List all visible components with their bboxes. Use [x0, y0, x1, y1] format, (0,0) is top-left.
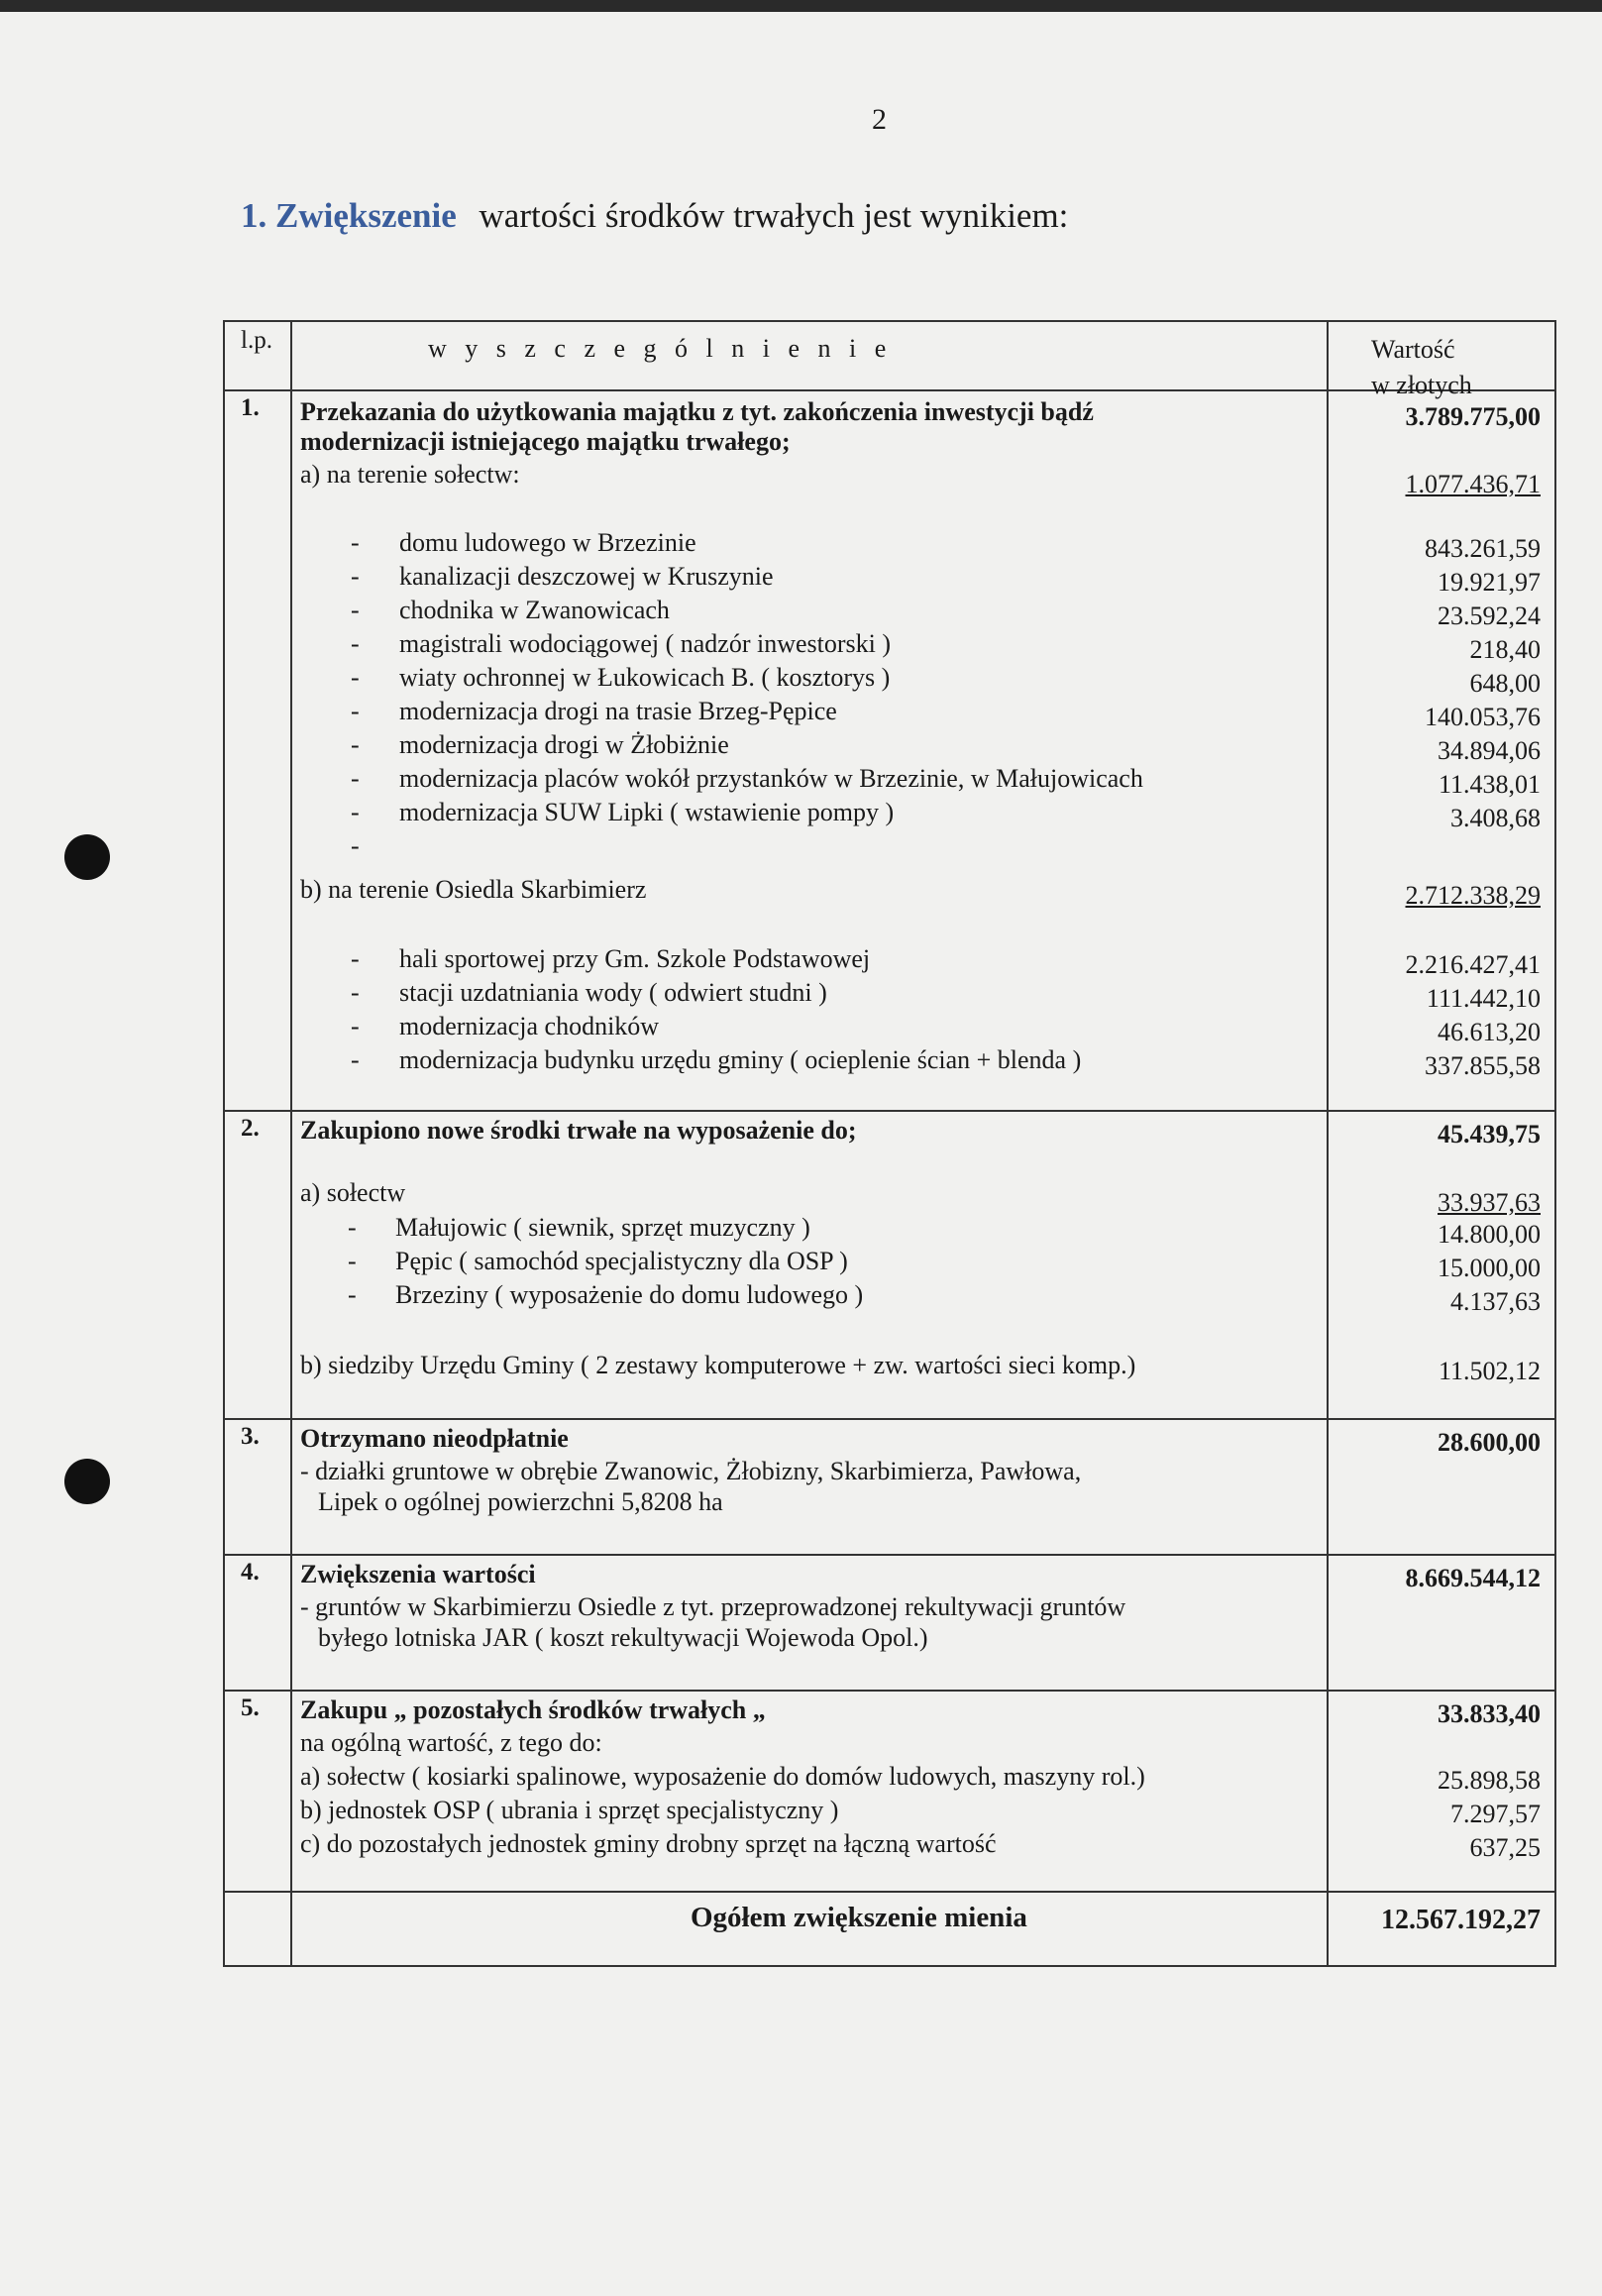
punch-hole-bottom	[64, 1459, 110, 1504]
list-item: a) sołectw ( kosiarki spalinowe, wyposażenie do domów ludowych, maszyny rol.)	[300, 1762, 1145, 1791]
item-value: 11.438,01	[1438, 770, 1541, 799]
grand-total-label: Ogółem zwiększenie mienia	[691, 1902, 1027, 1933]
item-value: 140.053,76	[1425, 703, 1541, 731]
item-value: 218,40	[1469, 635, 1541, 664]
section-title: Przekazania do użytkowania majątku z tyt. zakończenia inwestycji bądź	[300, 397, 1094, 426]
column-header-value-line1: Wartość	[1371, 335, 1455, 364]
subsection-label: b) na terenie Osiedla Skarbimierz	[300, 875, 647, 904]
grand-total-value: 12.567.192,27	[1381, 1905, 1541, 1935]
section-total: 33.833,40	[1438, 1699, 1541, 1728]
item-value: 337.855,58	[1425, 1051, 1541, 1080]
section-line: na ogólną wartość, z tego do:	[300, 1728, 602, 1757]
row-divider	[225, 1554, 1554, 1556]
row-number: 2.	[241, 1115, 260, 1142]
heading-number: 1.	[241, 196, 267, 235]
subsection-label: b) siedziby Urzędu Gminy ( 2 zestawy komputerowe + zw. wartości sieci komp.)	[300, 1351, 1136, 1379]
item-value: 14.800,00	[1438, 1220, 1541, 1249]
subsection-total: 1.077.436,71	[1405, 470, 1541, 498]
scan-top-edge	[0, 0, 1602, 12]
assets-increase-table: l.p. w y s z c z e g ó l n i e n i e Wartość w złotych 1. Przekazania do użytkowania majątku z tyt. zakończenia inwestycji bądź modernizacji istniejącego majątku trwałego; 3.789.775,00 a) na terenie sołectw: 1.077.436,71 - domu ludowego w Brzezinie 843.261,59 - kanalizacji deszczowej w Kruszynie 19.921,97 - chodnika w Zwanowicach 23.592,24 - magistrali wodociągowej ( nadzór inwestorski ) 218,40 - wiaty ochronnej w Łukowicach B. ( kosztorys ) 648,00 - modernizacja drogi na trasie Brzeg-Pępice 140.053,76 - modernizacja drogi w Żłobiżnie 34.894,06 - modernizacja placów wokół przystanków w Brzezinie, w Małujowicach 11.438,01 - modernizacja SUW Lipki ( wstawienie pompy ) 3.408,68 - b) na terenie Osiedla Skarbimierz 2.712.338,29 - hali sportowej przy Gm. Szkole Podstawowej 2.216.427,41 - stacji uzdatniania wody ( odwiert studni ) 111.442,10 - modernizacja chodników 46.613,20 - modernizacja budynku urzędu gminy ( ocieplenie ścian + blenda ) 337.855,58 2. Zakupiono nowe środki trwałe na wyposażenie do; 45.439,75 a) sołectw 33.937,63 - Małujowic ( siewnik, sprzęt muzyczny ) 14.800,00 - Pępic ( samochód specjalistyczny dla OSP ) 15.000,00 - Brzeziny ( wyposażenie do domu ludowego ) 4.137,63 b) siedziby Urzędu Gminy ( 2 zestawy komputerowe + zw. wartości sieci komp.) 11.502,12 3. Otrzymano nieodpłatnie 28.600,00 - działki gruntowe w obrębie Zwanowic, Żłobizny, Skarbimierza, Pawłowa, Lipek o ogólnej powierzchni 5,8208 ha 4. Zwiększenia wartości 8.669.544,12 - gruntów w Skarbimierzu Osiedle z tyt. przeprowadzonej rekultywacji gruntów byłego lotniska JAR ( koszt rekultywacji Wojewoda Opol.) 5. Zakupu „ pozostałych środków trwałych „ 33.833,40 na ogólną wartość, z tego do: a) sołectw ( kosiarki spalinowe, wyposażenie do domów ludowych, maszyny rol.) 25.898,58 b) jednostek OSP ( ubrania i sprzęt specjalistyczny ) 7.297,57 c) do pozostałych jednostek gminy drobny sprzęt na łączną wartość 637,25 Ogółem zwiększenie mienia 12.567.192,27	[223, 320, 1556, 1967]
section-total: 8.669.544,12	[1405, 1564, 1541, 1592]
heading-keyword: Zwiększenie	[275, 196, 457, 235]
column-header-description: w y s z c z e g ó l n i e n i e	[428, 334, 893, 363]
item-value: 34.894,06	[1438, 736, 1541, 765]
column-header-lp: l.p.	[241, 327, 272, 354]
punch-hole-top	[64, 834, 110, 880]
section-heading	[241, 196, 1068, 236]
section-line: - gruntów w Skarbimierzu Osiedle z tyt. przeprowadzonej rekultywacji gruntów	[300, 1592, 1126, 1621]
section-title: Zakupu „ pozostałych środków trwałych „	[300, 1695, 766, 1724]
section-line: - działki gruntowe w obrębie Zwanowic, Żłobizny, Skarbimierza, Pawłowa,	[300, 1457, 1082, 1485]
row-divider	[225, 389, 1554, 391]
item-value: 15.000,00	[1438, 1254, 1541, 1282]
row-divider	[225, 1690, 1554, 1692]
subsection-total: 11.502,12	[1438, 1357, 1541, 1385]
section-total: 28.600,00	[1438, 1428, 1541, 1457]
page-number: 2	[872, 103, 887, 136]
row-number: 3.	[241, 1423, 260, 1450]
row-number: 1.	[241, 394, 260, 421]
subsection-label: a) sołectw	[300, 1178, 406, 1207]
item-value: 7.297,57	[1450, 1800, 1541, 1828]
heading-text: wartości środków trwałych jest wynikiem:	[479, 196, 1069, 235]
section-title: Zwiększenia wartości	[300, 1560, 536, 1588]
section-line: byłego lotniska JAR ( koszt rekultywacji Wojewoda Opol.)	[318, 1623, 928, 1652]
item-value: 19.921,97	[1438, 568, 1541, 597]
column-header-value	[1371, 332, 1472, 403]
item-value: 23.592,24	[1438, 601, 1541, 630]
subsection-total: 33.937,63	[1438, 1188, 1541, 1217]
section-total: 45.439,75	[1438, 1120, 1541, 1148]
item-value: 2.216.427,41	[1405, 950, 1541, 979]
section-title: Otrzymano nieodpłatnie	[300, 1424, 569, 1453]
row-number: 4.	[241, 1559, 260, 1585]
subsection-label: a) na terenie sołectw:	[300, 460, 520, 489]
item-value: 46.613,20	[1438, 1018, 1541, 1046]
column-divider	[1327, 322, 1329, 1965]
section-total: 3.789.775,00	[1405, 402, 1541, 431]
row-divider	[225, 1891, 1554, 1893]
row-number: 5.	[241, 1695, 260, 1721]
section-line: Lipek o ogólnej powierzchni 5,8208 ha	[318, 1487, 723, 1516]
column-divider	[290, 322, 292, 1965]
list-item: c) do pozostałych jednostek gminy drobny sprzęt na łączną wartość	[300, 1829, 997, 1858]
item-value: 648,00	[1469, 669, 1541, 698]
item-value: 4.137,63	[1450, 1287, 1541, 1316]
row-divider	[225, 1110, 1554, 1112]
item-value: 25.898,58	[1438, 1766, 1541, 1795]
item-value: 111.442,10	[1426, 984, 1541, 1013]
row-divider	[225, 1418, 1554, 1420]
section-title: Zakupiono nowe środki trwałe na wyposażenie do;	[300, 1116, 857, 1145]
item-value: 843.261,59	[1425, 534, 1541, 563]
subsection-total: 2.712.338,29	[1405, 881, 1541, 910]
list-item: b) jednostek OSP ( ubrania i sprzęt specjalistyczny )	[300, 1796, 839, 1824]
column-header-value-line2: w złotych	[1371, 371, 1472, 399]
item-value: 637,25	[1469, 1833, 1541, 1862]
item-value: 3.408,68	[1450, 804, 1541, 832]
section-title-cont: modernizacji istniejącego majątku trwałego;	[300, 427, 791, 456]
